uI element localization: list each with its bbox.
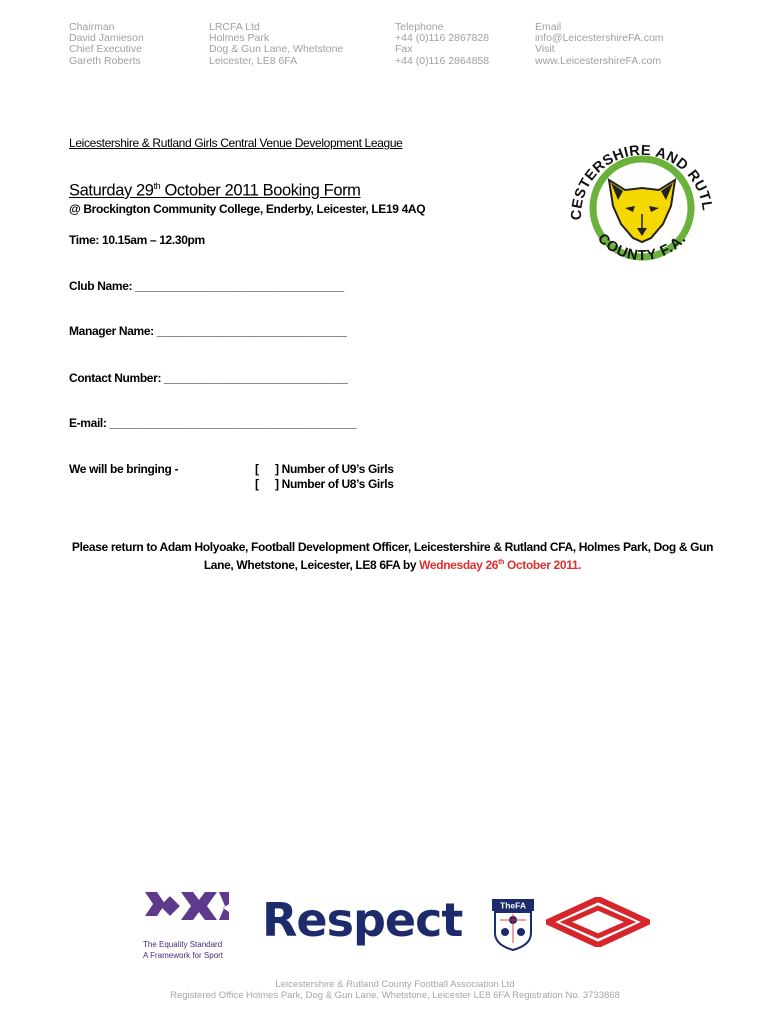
header-text: Chairman <box>69 21 115 33</box>
crest-top-text: CESTERSHIRE AND RUTL <box>568 142 715 221</box>
header-email-link[interactable]: info@LeicestershireFA.com <box>535 32 664 45</box>
checkbox-bracket: [ <box>255 462 259 476</box>
form-title <box>69 181 361 201</box>
equality-standard-text <box>143 940 223 961</box>
respect-wordmark: Respect <box>262 893 463 947</box>
club-name-field[interactable]: Club Name: _________________________________ <box>69 279 344 293</box>
venue-address: @ Brockington Community College, Enderby, Leicester, LE19 4AQ <box>69 202 426 216</box>
header-contact <box>535 22 664 67</box>
equality-standard-logo <box>143 890 233 936</box>
header-officers <box>69 22 144 67</box>
option-label: ] Number of U8’s Girls <box>275 477 394 491</box>
deadline-prefix: Wednesday 26 <box>419 558 499 572</box>
header-text: Leicester, LE8 6FA <box>209 54 298 67</box>
header-text: David Jamieson <box>69 32 144 45</box>
email-field[interactable]: E-mail: _______________________________________ <box>69 416 357 430</box>
header-text: Holmes Park <box>209 32 270 45</box>
footer-company-name: Leicestershire & Rutland County Football Association Ltd <box>275 979 515 990</box>
respect-logo <box>262 892 472 948</box>
option-label: ] Number of U9’s Girls <box>275 462 394 476</box>
header-text: Dog & Gun Lane, Whetstone <box>209 43 344 56</box>
return-text: Please return to Adam Holyoake, Football Development Officer, Leicestershire & Rutland CFA, Holmes Park, Dog & Gun Lane, Whetstone, Leicester, LE8 6FA by <box>71 540 714 572</box>
the-fa-text: TheFA <box>500 900 526 911</box>
checkbox-bracket: [ <box>255 477 259 491</box>
header-text: Chief Executive <box>69 43 142 56</box>
header-text: Fax <box>395 43 413 56</box>
header-text: LRCFA Ltd <box>209 21 260 33</box>
u9-girls-option[interactable] <box>255 462 394 476</box>
header-text: Telephone <box>395 21 444 33</box>
equality-line-1: The Equality Standard <box>143 940 223 949</box>
u8-girls-option[interactable] <box>255 477 394 491</box>
deadline-rest: October 2011. <box>504 558 582 572</box>
deadline-ordinal: th <box>498 559 505 566</box>
return-instructions <box>60 540 725 573</box>
deadline-date <box>419 558 581 572</box>
header-text: +44 (0)116 2867828 <box>395 32 490 45</box>
footer-registration: Registered Office Holmes Park, Dog & Gun Lane, Whetstone, Leicester LE8 6FA Registration No. 3733868 <box>170 990 620 1001</box>
header-website-link[interactable]: www.LeicestershireFA.com <box>535 54 662 67</box>
manager-name-field[interactable]: Manager Name: ______________________________ <box>69 324 347 338</box>
contact-number-field[interactable]: Contact Number: _____________________________ <box>69 371 348 385</box>
header-text: Email <box>535 21 562 33</box>
session-time: Time: 10.15am – 12.30pm <box>69 233 205 247</box>
header-text: +44 (0)116 2864858 <box>395 54 490 67</box>
form-title-prefix: Saturday 29 <box>69 181 154 200</box>
bringing-label: We will be bringing - <box>69 462 179 476</box>
umbro-logo <box>546 897 650 947</box>
crest-bottom-text: COUNTY F.A. <box>594 230 690 263</box>
header-phone <box>395 22 489 67</box>
header-text: Visit <box>535 43 555 56</box>
form-title-ordinal: th <box>153 181 161 191</box>
the-fa-badge-logo <box>492 899 534 951</box>
county-fa-crest-logo <box>567 128 717 263</box>
header-text: Gareth Roberts <box>69 54 141 67</box>
equality-line-2: A Framework for Sport <box>143 950 224 960</box>
header-address <box>209 22 343 67</box>
form-title-rest: October 2011 Booking Form <box>160 181 361 200</box>
league-title: Leicestershire & Rutland Girls Central Venue Development League <box>69 136 403 150</box>
